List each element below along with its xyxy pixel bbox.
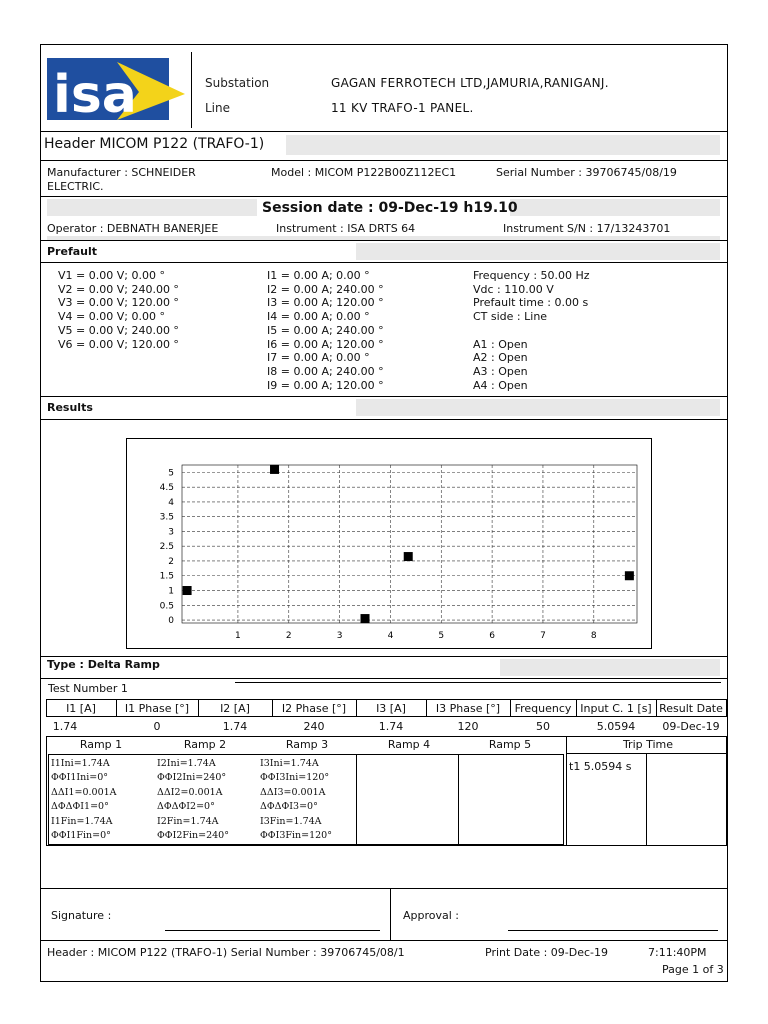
- x-tick-label: 6: [489, 631, 495, 641]
- current-line: I7 = 0.00 A; 0.00 °: [267, 351, 370, 365]
- instrument-sn: Instrument S/N : 17/13243701: [503, 222, 671, 235]
- frequency: Frequency : 50.00 Hz: [473, 269, 590, 282]
- data-point: [183, 586, 192, 595]
- voltage-line: V3 = 0.00 V; 120.00 °: [58, 296, 179, 310]
- scatter-plot: [127, 439, 650, 647]
- y-tick-label: 2: [168, 556, 174, 567]
- ramp2-details: I2Ini=1.74A ΦΦI2Ini=240° ΔΔI2=0.001A ΔΦΔΦI2=0° I2Fin=1.74A ΦΦI2Fin=240°: [157, 758, 229, 841]
- vdc: Vdc : 110.00 V: [473, 282, 554, 296]
- current-line: I6 = 0.00 A; 120.00 °: [267, 337, 384, 351]
- current-line: I9 = 0.00 A; 120.00 °: [267, 378, 384, 392]
- prefault-settings: [473, 269, 590, 392]
- x-tick-label: 5: [438, 631, 445, 641]
- ramp-header: Ramp 5: [488, 738, 532, 751]
- signature-line: [165, 930, 380, 931]
- current-line: I5 = 0.00 A; 240.00 °: [267, 323, 384, 337]
- signature-label: Signature :: [51, 909, 112, 922]
- prefault-time: Prefault time : 0.00 s: [473, 296, 589, 310]
- x-tick-label: 1: [235, 631, 241, 641]
- ramp-header: Ramp 1: [79, 738, 123, 751]
- aux-input: A4 : Open: [473, 378, 528, 392]
- current-line: I3 = 0.00 A; 120.00 °: [267, 296, 384, 310]
- serial-number: Serial Number : 39706745/08/19: [496, 166, 677, 179]
- y-tick-label: 3: [168, 527, 174, 538]
- print-time: 7:11:40PM: [648, 946, 707, 959]
- col-header: Result Date: [659, 702, 723, 715]
- cell-value: 1.74: [222, 720, 248, 733]
- ramp-header: Trip Time: [622, 738, 674, 751]
- prefault-currents: [267, 269, 384, 392]
- data-point: [270, 465, 279, 474]
- data-point: [625, 571, 634, 580]
- line-value: 11 KV TRAFO-1 PANEL.: [331, 101, 474, 115]
- page-number: Page 1 of 3: [662, 963, 724, 976]
- ramp1-details: I1Ini=1.74A ΦΦI1Ini=0° ΔΔI1=0.001A ΔΦΔΦI1=0° I1Fin=1.74A ΦΦI1Fin=0°: [51, 758, 117, 841]
- line-label: Line: [205, 101, 231, 115]
- y-tick-label: 0.5: [159, 601, 174, 612]
- col-header: I2 [A]: [220, 702, 250, 715]
- cell-value: 5.0594: [596, 720, 636, 733]
- manufacturer: Manufacturer : SCHNEIDER: [47, 166, 196, 179]
- cell-value: 240: [303, 720, 325, 733]
- y-tick-label: 5: [168, 468, 174, 479]
- ramp-header: Ramp 4: [387, 738, 431, 751]
- results-title: Results: [47, 401, 93, 414]
- x-tick-label: 3: [336, 631, 343, 641]
- footer-header: Header : MICOM P122 (TRAFO-1) Serial Number : 39706745/08/1: [47, 946, 405, 959]
- ramp-header: Ramp 2: [183, 738, 227, 751]
- svg-text:isa: isa: [53, 65, 137, 124]
- prefault-voltages: [58, 269, 179, 351]
- col-header: Frequency: [514, 702, 572, 715]
- voltage-line: V2 = 0.00 V; 240.00 °: [58, 282, 179, 296]
- test-type-title: Type : Delta Ramp: [47, 658, 160, 671]
- operator: Operator : DEBNATH BANERJEE: [47, 222, 219, 235]
- y-tick-label: 2.5: [159, 542, 174, 553]
- aux-input: A3 : Open: [473, 364, 528, 378]
- col-header: I2 Phase [°]: [281, 702, 347, 715]
- data-point: [404, 552, 413, 561]
- current-line: I1 = 0.00 A; 0.00 °: [267, 269, 370, 282]
- y-tick-label: 1: [168, 586, 174, 597]
- data-point: [361, 614, 370, 623]
- current-line: I8 = 0.00 A; 240.00 °: [267, 364, 384, 378]
- col-header: Input C. 1 [s]: [580, 702, 652, 715]
- y-tick-label: 4: [168, 497, 174, 508]
- model: Model : MICOM P122B00Z112EC1: [271, 166, 457, 179]
- col-header: I1 [A]: [66, 702, 96, 715]
- voltage-line: V4 = 0.00 V; 0.00 °: [58, 310, 165, 324]
- cell-value: 120: [457, 720, 479, 733]
- ramp3-details: I3Ini=1.74A ΦΦI3Ini=120° ΔΔI3=0.001A ΔΦΔΦI3=0° I3Fin=1.74A ΦΦI3Fin=120°: [260, 758, 332, 841]
- test-number: Test Number 1: [48, 682, 128, 695]
- col-header: I3 [A]: [376, 702, 406, 715]
- current-line: I2 = 0.00 A; 240.00 °: [267, 282, 384, 296]
- trip-time: t1 5.0594 s: [569, 760, 632, 773]
- substation-value: GAGAN FERROTECH LTD,JAMURIA,RANIGANJ.: [331, 76, 609, 90]
- print-date: Print Date : 09-Dec-19: [485, 946, 609, 959]
- instrument: Instrument : ISA DRTS 64: [276, 222, 416, 235]
- x-tick-label: 8: [590, 631, 597, 641]
- cell-value: 1.74: [52, 720, 78, 733]
- approval-line: [508, 930, 718, 931]
- aux-input: A1 : Open: [473, 337, 528, 351]
- substation-label: Substation: [205, 76, 270, 90]
- approval-label: Approval :: [403, 909, 460, 922]
- isa-logo: [47, 54, 187, 124]
- x-tick-label: 4: [387, 631, 394, 641]
- cell-value: 0: [153, 720, 161, 733]
- cell-value: 1.74: [378, 720, 404, 733]
- ct-side: CT side : Line: [473, 310, 548, 324]
- plot-area: [182, 465, 637, 623]
- y-tick-label: 1.5: [159, 571, 174, 582]
- prefault-title: Prefault: [47, 245, 98, 258]
- x-tick-label: 2: [285, 631, 292, 641]
- results-chart: [126, 438, 652, 649]
- manufacturer-cont: ELECTRIC.: [47, 180, 104, 193]
- ramp-header: Ramp 3: [285, 738, 329, 751]
- device-title: Header MICOM P122 (TRAFO-1): [44, 136, 265, 152]
- aux-input: A2 : Open: [473, 351, 528, 365]
- cell-value: 09-Dec-19: [662, 720, 720, 733]
- voltage-line: V6 = 0.00 V; 120.00 °: [58, 337, 179, 351]
- voltage-line: V5 = 0.00 V; 240.00 °: [58, 323, 179, 337]
- col-header: I1 Phase [°]: [124, 702, 190, 715]
- y-tick-label: 3.5: [159, 512, 174, 523]
- col-header: I3 Phase [°]: [435, 702, 501, 715]
- current-line: I4 = 0.00 A; 0.00 °: [267, 310, 370, 324]
- session-date: Session date : 09-Dec-19 h19.10: [262, 200, 518, 216]
- x-tick-label: 7: [540, 631, 546, 641]
- cell-value: 50: [536, 720, 550, 733]
- voltage-line: V1 = 0.00 V; 0.00 °: [58, 269, 165, 282]
- y-tick-label: 0: [168, 616, 174, 627]
- y-tick-label: 4.5: [159, 483, 174, 494]
